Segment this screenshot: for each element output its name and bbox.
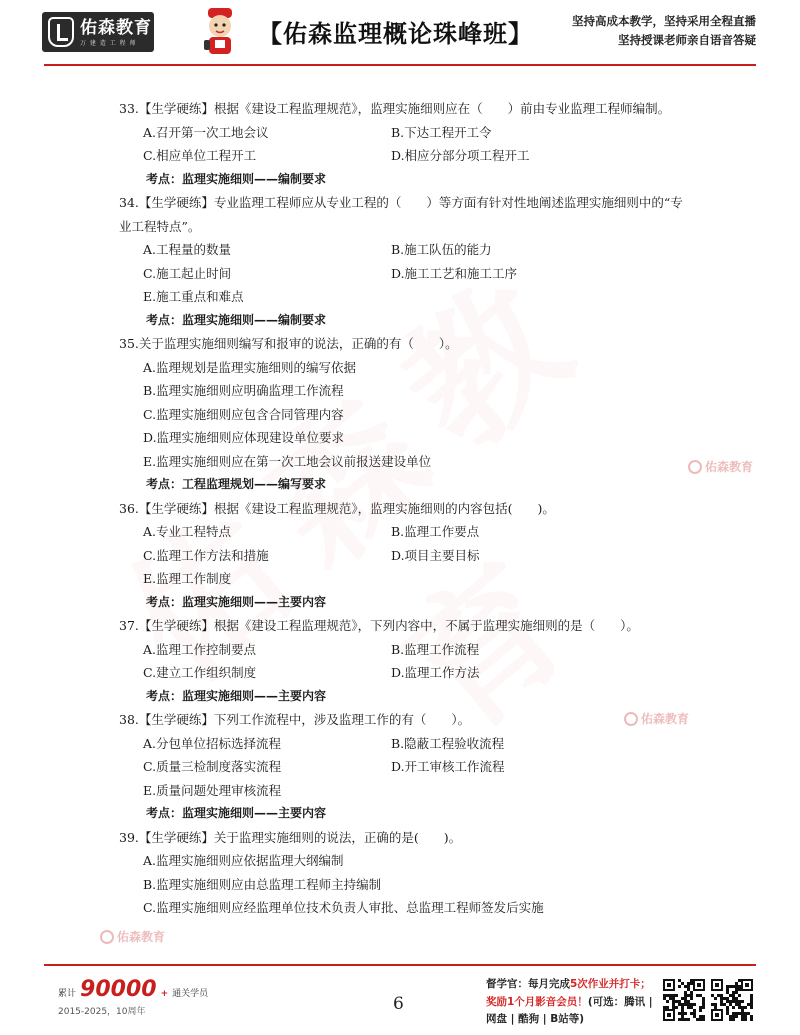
answer-option: D.项目主要目标 xyxy=(391,547,480,563)
exam-point: 考点：工程监理规划——编写要求 xyxy=(146,477,327,491)
answer-option: B.施工队伍的能力 xyxy=(391,242,492,257)
header-slogan xyxy=(572,12,756,50)
page-header xyxy=(0,0,800,68)
answer-option: B.监理工作流程 xyxy=(391,641,480,657)
answer-option: D.施工工艺和施工工序 xyxy=(391,265,518,281)
exam-point: 考点：监理实施细则——编制要求 xyxy=(146,312,327,327)
answer-option: A.监理规划是监理实施细则的编写依据 xyxy=(143,359,357,375)
mascot-icon xyxy=(198,6,242,58)
question-item xyxy=(119,708,689,826)
exam-point: 考点：监理实施细则——主要内容 xyxy=(146,688,327,703)
option-list xyxy=(119,121,689,168)
option-list xyxy=(119,849,689,920)
answer-option: E.质量问题处理审核流程 xyxy=(143,782,282,798)
answer-option: C.监理工作方法和措施 xyxy=(143,547,269,563)
answer-option: E.施工重点和难点 xyxy=(143,289,244,304)
question-list xyxy=(119,97,689,920)
question-stem: 35.关于监理实施细则编写和报审的说法，正确的有（ ）。 xyxy=(119,336,458,351)
question-stem: 34.【生学硬练】专业监理工程师应从专业工程的（ ）等方面有针对性地阐述监理实施细则中的“专业工程特点”。 xyxy=(119,195,683,234)
qr-code-icon xyxy=(662,978,706,1022)
watermark-stamp: 佑森教育 xyxy=(688,458,753,475)
option-list xyxy=(119,238,689,309)
supervisor-promo: 督学官：每月完成5次作业并打卡； 奖励1个月影音会员！(可选：腾讯 | 网盘 | 酷狗 | B站等) xyxy=(486,978,653,1025)
logo-mark-icon xyxy=(48,17,74,47)
answer-option: C.监理实施细则应包含合同管理内容 xyxy=(143,406,344,422)
anniversary-years: 2015-2025，10周年 xyxy=(58,1007,146,1017)
exam-point: 考点：监理实施细则——主要内容 xyxy=(146,806,327,820)
option-list xyxy=(119,732,689,803)
answer-option: B.下达工程开工令 xyxy=(391,124,492,140)
answer-option: B.监理实施细则应明确监理工作流程 xyxy=(143,383,344,398)
count-suffix: 通关学员 xyxy=(172,989,209,999)
answer-option: E.监理工作制度 xyxy=(143,571,232,586)
option-list xyxy=(119,638,689,685)
answer-option: B.监理实施细则应由总监理工程师主持编制 xyxy=(143,876,382,892)
question-stem: 39.【生学硬练】关于监理实施细则的说法，正确的是( )。 xyxy=(119,829,462,845)
option-list xyxy=(119,520,689,591)
logo-tagline: 万 建 造 工 程 师 xyxy=(80,39,137,47)
option-list xyxy=(119,356,689,474)
slogan-line-2: 坚持授课老师亲自语音答疑 xyxy=(618,33,756,47)
question-stem: 38.【生学硬练】下列工作流程中，涉及监理工作的有（ ）。 xyxy=(119,712,471,727)
stamp-logo-icon xyxy=(100,930,114,944)
answer-option: A.监理工作控制要点 xyxy=(143,641,257,657)
answer-option: D.相应分部分项工程开工 xyxy=(391,148,530,163)
answer-option: A.召开第一次工地会议 xyxy=(143,124,269,140)
exam-point: 考点：监理实施细则——编制要求 xyxy=(146,171,327,186)
page-number: 6 xyxy=(393,994,404,1014)
slogan-line-1: 坚持高成本教学，坚持采用全程直播 xyxy=(572,14,756,28)
answer-option: D.监理实施细则应体现建设单位要求 xyxy=(143,430,345,445)
answer-option: C.质量三检制度落实流程 xyxy=(143,759,282,774)
exam-point: 考点：监理实施细则——主要内容 xyxy=(146,594,327,609)
answer-option: C.施工起止时间 xyxy=(143,265,232,281)
answer-option: C.建立工作组织制度 xyxy=(143,665,257,680)
question-stem: 33.【生学硬练】根据《建设工程监理规范》，监理实施细则应在（ ）前由专业监理工程师编制。 xyxy=(119,101,671,116)
answer-option: B.监理工作要点 xyxy=(391,524,480,539)
answer-option: C.相应单位工程开工 xyxy=(143,148,257,163)
answer-option: B.隐蔽工程验收流程 xyxy=(391,735,505,751)
question-item xyxy=(119,97,689,191)
header-divider xyxy=(44,64,756,66)
question-item xyxy=(119,332,689,497)
answer-option: E.监理实施细则应在第一次工地会议前报送建设单位 xyxy=(143,453,432,469)
page-title: 【佑森监理概论珠峰班】 xyxy=(258,20,533,48)
question-item xyxy=(119,497,689,615)
student-count-banner xyxy=(58,977,208,1017)
count-prefix: 累计 xyxy=(58,989,77,999)
answer-option: A.工程量的数量 xyxy=(143,242,232,257)
brand-logo xyxy=(42,12,154,52)
question-item xyxy=(119,191,689,332)
logo-name: 佑森教育 xyxy=(80,17,152,38)
question-stem: 36.【生学硬练】根据《建设工程监理规范》，监理实施细则的内容包括( )。 xyxy=(119,500,555,516)
answer-option: A.监理实施细则应依据监理大纲编制 xyxy=(143,853,344,868)
question-item xyxy=(119,826,689,920)
answer-option: D.监理工作方法 xyxy=(391,665,480,680)
student-count: 90000 xyxy=(80,977,157,1002)
qr-code-icon xyxy=(710,978,754,1022)
watermark-stamp: 佑森教育 xyxy=(100,928,165,945)
question-stem: 37.【生学硬练】根据《建设工程监理规范》，下列内容中，不属于监理实施细则的是（ ）。 xyxy=(119,618,639,633)
watermark-stamp: 佑森教育 xyxy=(624,710,689,727)
answer-option: C.监理实施细则应经监理单位技术负责人审批、总监理工程师签发后实施 xyxy=(143,900,544,915)
answer-option: A.专业工程特点 xyxy=(143,524,232,539)
count-plus: + xyxy=(160,989,169,999)
stamp-logo-icon xyxy=(688,460,702,474)
answer-option: A.分包单位招标选择流程 xyxy=(143,735,282,751)
question-item xyxy=(119,614,689,708)
answer-option: D.开工审核工作流程 xyxy=(391,759,505,774)
footer-divider xyxy=(44,964,756,966)
